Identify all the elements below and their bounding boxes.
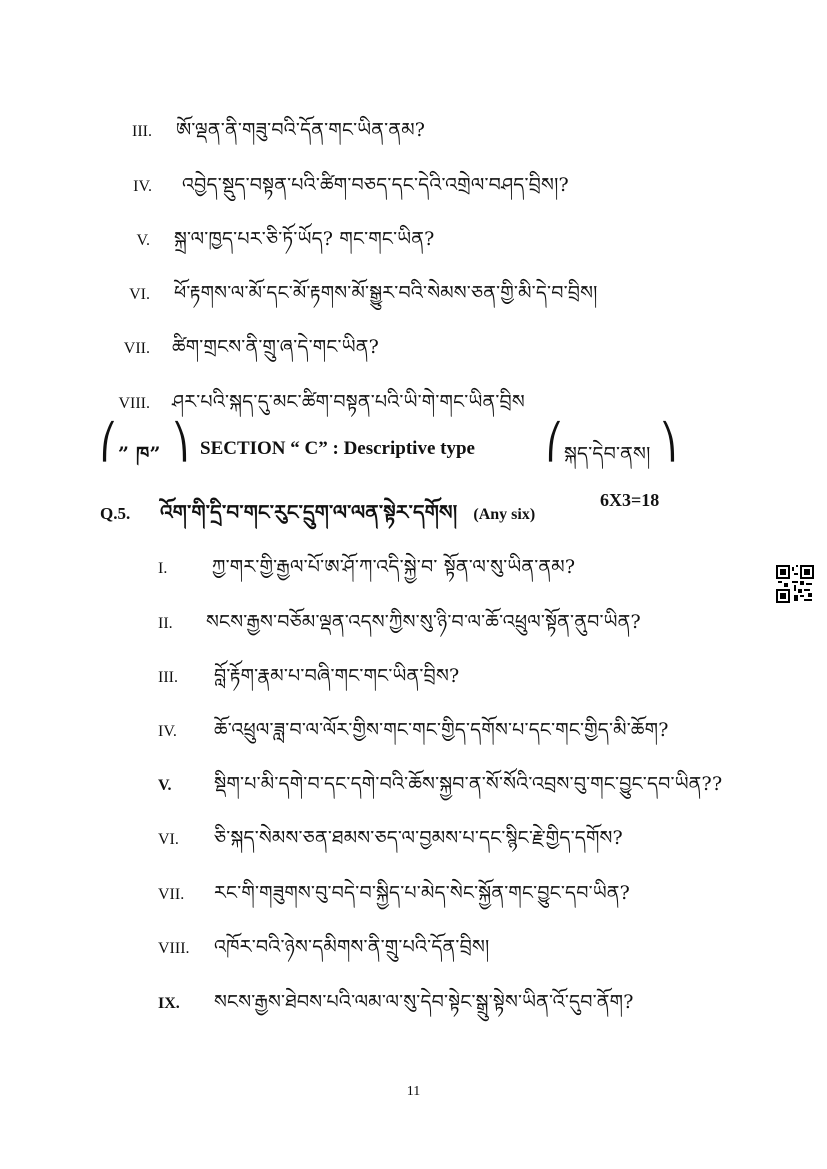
item-text: ཅི་སྐད་སེམས་ཅན་ཐམས་ཅད་ལ་བྱམས་པ་དང་སྙིང་རྗེ་གྱིད་དགོས?: [214, 827, 623, 849]
question-header: [100, 490, 535, 546]
list-item: [158, 816, 623, 870]
item-number: VI.: [158, 831, 179, 848]
list-item: [158, 600, 641, 654]
item-number: VIII.: [158, 940, 190, 957]
list-item: [158, 654, 459, 708]
item-number: III.: [158, 669, 178, 686]
question-marks: 6X3=18: [600, 490, 660, 510]
item-number: III.: [132, 123, 152, 140]
section-right-label: སྐད་དེབ་ནས།: [564, 443, 651, 465]
left-bracket-icon: ⎛: [100, 422, 117, 462]
section-left-label: ” ཁ”: [118, 443, 161, 465]
list-item: [158, 762, 722, 816]
item-text: ཨོ་ལྡན་ནི་གཟུ་བའི་དོན་གང་ཡིན་ནམ?: [176, 119, 426, 141]
list-item: [158, 925, 489, 979]
page-number: 11: [406, 1084, 421, 1099]
item-text: རང་གི་གཟུགས་བུ་བདེ་བ་སྐྱིད་པ་མེད་སེང་སྐྱོན་གང་བྱུང་དབ་ཡིན?: [214, 882, 631, 904]
item-number: IV.: [158, 723, 177, 740]
marks-row: [600, 490, 659, 511]
item-number: V.: [136, 232, 150, 249]
list-item: [108, 380, 525, 434]
item-text: འཁོར་བའི་ཉེས་དམིགས་ནི་གྲུ་པའི་དོན་བྲིས།: [214, 936, 490, 958]
qr-code-icon: [776, 565, 814, 603]
item-number: VIII.: [118, 395, 150, 412]
question-tibetan: འོག་གི་དྲི་བ་གང་རུང་དྲུག་ལ་ལན་སྟེར་དགོས།: [160, 500, 458, 524]
section-title-text: SECTION “ C” : Descriptive type: [200, 438, 475, 459]
item-text: སངས་རྒྱས་བཅོམ་ལྡན་འདས་ཀྱིས་སུ་ཉི་བ་ལ་ཆོ་འཕྲུལ་སྟོན་ནུབ་ཡིན?: [206, 611, 641, 633]
item-number: II.: [158, 615, 173, 632]
question-instruction: (Any six): [473, 506, 536, 523]
list-item: [158, 980, 634, 1034]
item-number: VII.: [123, 340, 150, 357]
item-text: ཚིག་གྲངས་ནི་གྲུ་ཞ་དེ་གང་ཡིན?: [172, 336, 379, 358]
item-text: ཀྱ་གར་གྱི་རྒྱལ་པོ་ཨ་ཤོ་ཀ་འདི་སྐྱེ་བ་ སྟོན་ལ་སུ་ཡིན་ནམ?: [212, 556, 576, 578]
item-number: VII.: [158, 886, 185, 903]
item-text: ཆོ་འཕྲུལ་ཟླ་བ་ལ་ལོར་གྱིས་གང་གང་གྱིད་དགོས་པ་དང་གང་གྱིད་མི་ཆོག?: [214, 719, 669, 741]
right-bracket-icon: ⎞: [172, 422, 189, 462]
list-item: [112, 108, 425, 162]
item-text: སངས་རྒྱས་ཐེབས་པའི་ལམ་ལ་སུ་དེབ་སྟེང་སྒྲུ་སྟེས་ཡིན་འོ་དུབ་ནོག?: [214, 991, 634, 1013]
left-bracket-icon: ⎛: [546, 422, 563, 462]
item-text: ཕོ་རྟགས་ལ་མོ་དང་མོ་རྟགས་མོ་སྒྱུར་བའི་སེམས་ཅན་གྱི་མི་དེ་བ་བྲིས།: [174, 282, 598, 304]
list-item: [158, 871, 630, 925]
list-item: [112, 325, 379, 379]
item-number: IX.: [158, 995, 180, 1012]
right-bracket-icon: ⎞: [660, 422, 677, 462]
section-header: [100, 422, 680, 470]
item-number: V.: [158, 777, 172, 794]
section-title: [200, 438, 475, 460]
list-item: [158, 708, 669, 762]
item-text: སྐྲ་ལ་ཁྱད་པར་ཅི་ཏོ་ཡོད? གང་གང་ཡིན?: [174, 228, 435, 250]
item-text: འབྱེད་སྡུད་བསྟན་པའི་ཚིག་བཅད་དང་དེའི་འགྲེལ་བཤད་བྲིས།?: [182, 174, 569, 196]
item-number: VI.: [129, 286, 150, 303]
item-number: I.: [158, 560, 168, 577]
item-text: ཤར་པའི་སྐད་དུ་མང་ཚིག་བསྟན་པའི་ཡི་གེ་གང་ཡིན་བྲིས: [172, 391, 525, 413]
list-item: [158, 545, 575, 599]
item-text: བློ་རྟོག་རྣམ་པ་བཞི་གང་གང་ཡིན་བྲིས?: [214, 665, 460, 687]
list-item: [112, 217, 435, 271]
question-number: Q.5.: [100, 504, 131, 523]
list-item: [112, 163, 569, 217]
list-item: [112, 271, 598, 325]
item-text: སྡིག་པ་མི་དགེ་བ་དང་དགེ་བའི་ཆོས་སྐྱབ་ན་སོ་སོའི་འབྲས་བུ་གང་བྱུང་དབ་ཡིན??: [214, 773, 723, 795]
item-number: IV.: [133, 178, 152, 195]
